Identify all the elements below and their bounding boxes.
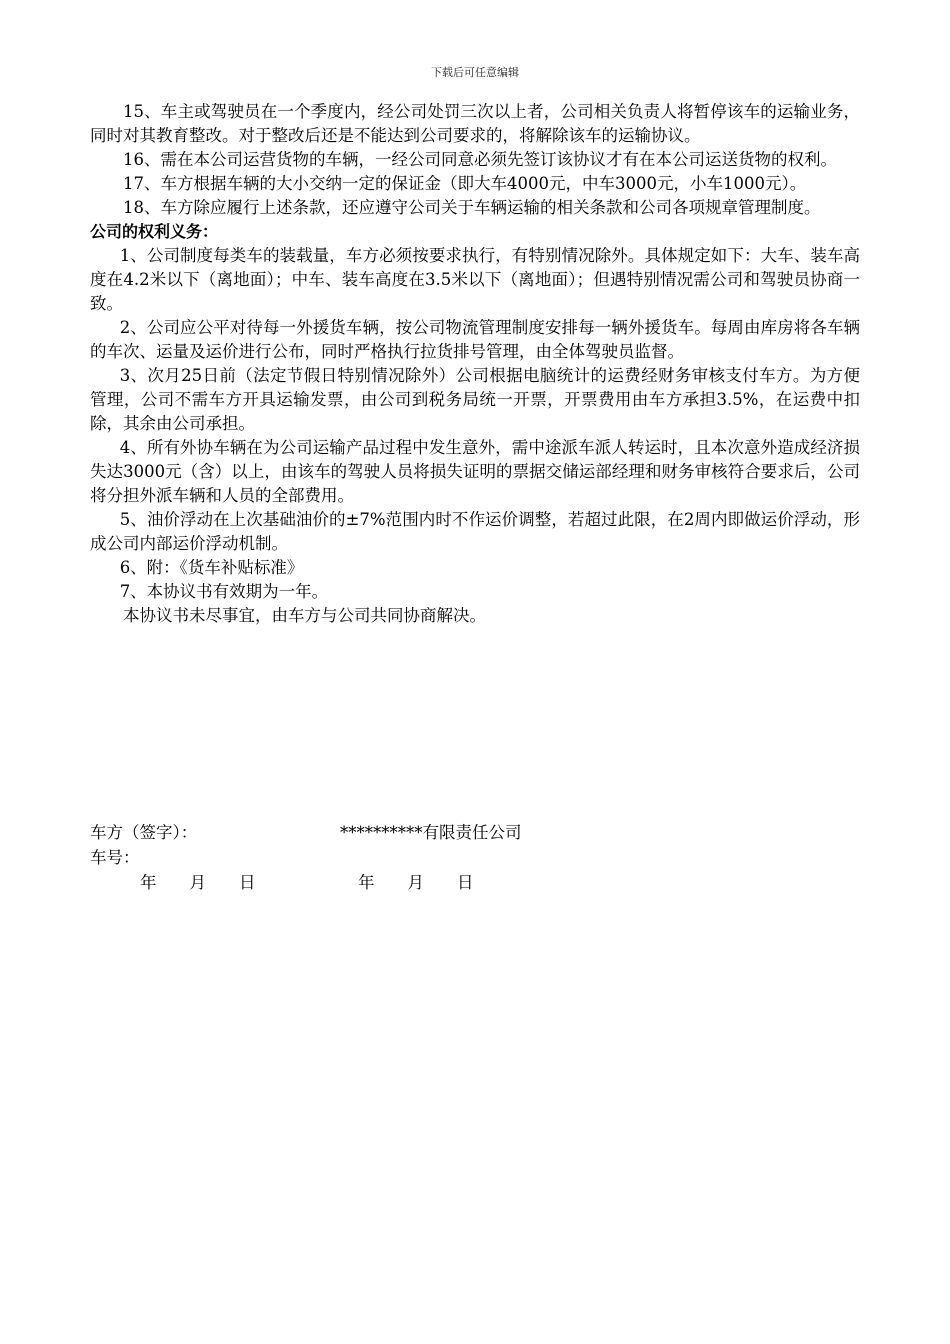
clause-15: 15、车主或驾驶员在一个季度内，经公司处罚三次以上者，公司相关负责人将暂停该车的运输业务，同时对其教育整改。对于整改后还是不能达到公司要求的，将解除该车的运输协议。: [90, 102, 860, 145]
signature-block: [90, 821, 860, 896]
company-item-5: 5、油价浮动在上次基础油价的±7%范围内时不作运价调整，若超过此限，在2周内即做运价浮动，形成公司内部运价浮动机制。: [90, 510, 860, 553]
document-body: [90, 100, 860, 628]
plate-number-label: 车号：: [90, 848, 140, 867]
company-item-4: 4、所有外协车辆在为公司运输产品过程中发生意外，需中途派车派人转运时，且本次意外造成经济损失达3000元（含）以上，由该车的驾驶人员将损失证明的票据交储运部经理和财务审核符合要求后，公司将分担外派车辆和人员的全部费用。: [90, 438, 860, 505]
section-title-company-obligations: 公司的权利义务：: [90, 222, 219, 241]
date-row: [90, 871, 860, 896]
date-left: 年 月 日: [140, 873, 256, 892]
signature-row: [90, 821, 860, 846]
party-a-sign-label: 车方（签字）：: [90, 823, 198, 842]
company-name: **********有限责任公司: [340, 823, 522, 842]
date-right: 年 月 日: [358, 873, 474, 892]
plate-row: [90, 846, 860, 871]
clause-17: 17、车方根据车辆的大小交纳一定的保证金（即大车4000元，中车3000元，小车1000元）。: [123, 174, 807, 193]
company-item-1: 1、公司制度每类车的装载量，车方必须按要求执行，有特别情况除外。具体规定如下：大车、装车高度在4.2米以下（离地面）；中车、装车高度在3.5米以下（离地面）；但遇特别情况需公司和驾驶员协商一致。: [90, 246, 860, 313]
closing-statement: 本协议书未尽事宜，由车方与公司共同协商解决。: [123, 606, 486, 625]
company-item-2: 2、公司应公平对待每一外援货车辆，按公司物流管理制度安排每一辆外援货车。每周由库房将各车辆的车次、运量及运价进行公布，同时严格执行拉货排号管理，由全体驾驶员监督。: [90, 318, 860, 361]
company-item-7: 7、本协议书有效期为一年。: [119, 582, 329, 601]
page-header-note: 下载后可任意编辑: [431, 66, 519, 79]
clause-16: 16、需在本公司运营货物的车辆，一经公司同意必须先签订该协议才有在本公司运送货物的权利。: [123, 150, 837, 169]
clause-18: 18、车方除应履行上述条款，还应遵守公司关于车辆运输的相关条款和公司各项规章管理制度。: [123, 198, 821, 217]
company-item-6: 6、附：《货车补贴标准》: [119, 558, 304, 577]
company-item-3: 3、次月25日前（法定节假日特别情况除外）公司根据电脑统计的运费经财务审核支付车方。为方便管理，公司不需车方开具运输发票，由公司到税务局统一开票，开票费用由车方承担3.5%，在运费中扣除，其余由公司承担。: [90, 366, 860, 433]
